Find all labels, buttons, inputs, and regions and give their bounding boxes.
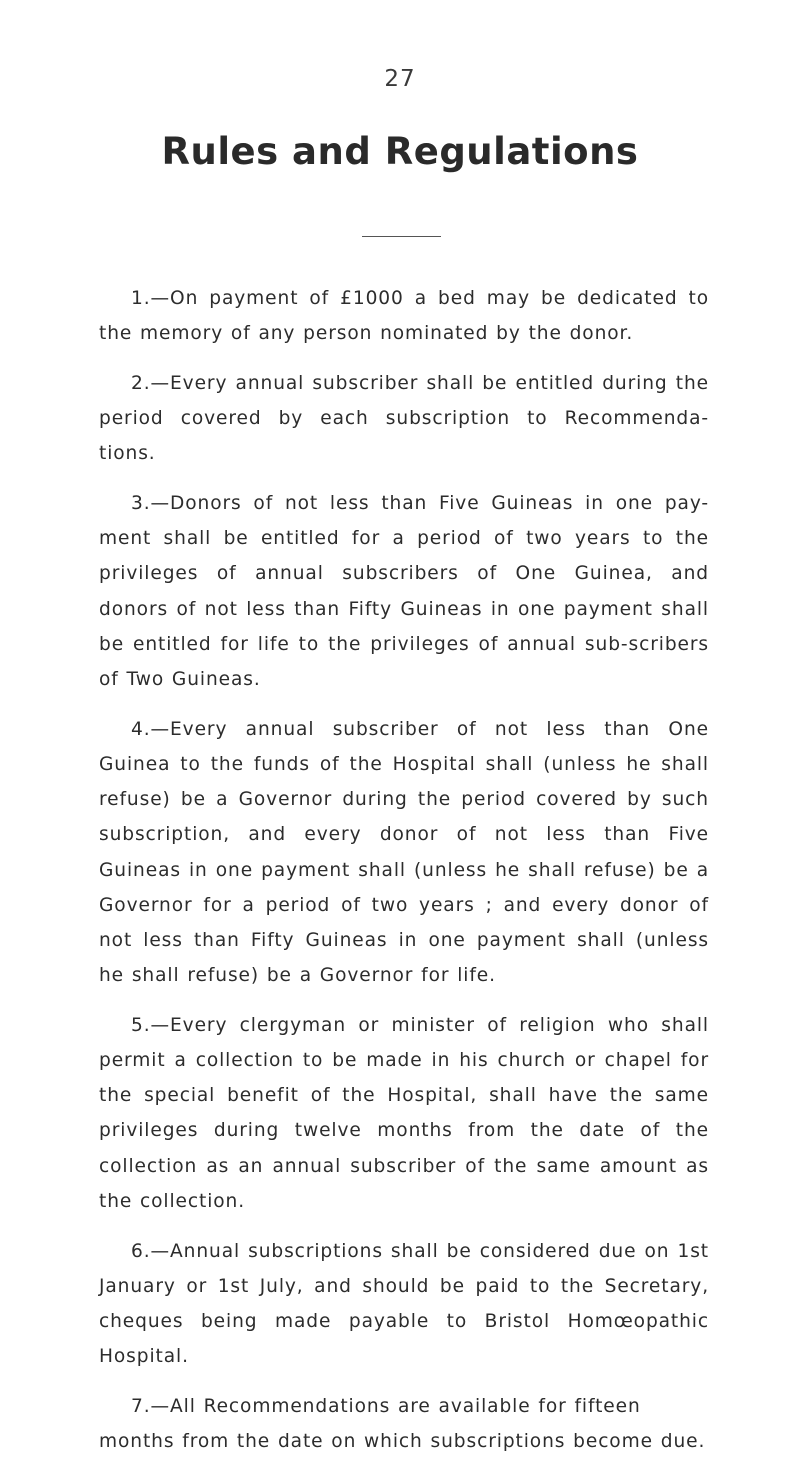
rule-item-1: 1.—On payment of £1000 a bed may be dedicated to the memory of any person nominated by the donor. — [99, 288, 709, 345]
rule-item-3: 3.—Donors of not less than Five Guineas in one pay-ment shall be entitled for a period of two years to the privileges of annual subscribers of One Guinea, and donors of not less than Fifty Guineas in one payment shall be entitled for life to the privileges of annual sub-scribers of Two Guineas. — [99, 493, 709, 691]
rule-item-6: 6.—Annual subscriptions shall be considered due on 1st January or 1st July, and should be paid to the Secretary, cheques being made payable to Bristol Homœopathic Hospital. — [99, 1240, 709, 1368]
page-title: Rules and Regulations — [161, 130, 639, 173]
rule-item-4: 4.—Every annual subscriber of not less than One Guinea to the funds of the Hospital shall (unless he shall refuse) be a Governor during the period covered by such subscription, and every donor of not less than Five Guineas in one payment shall (unless he shall refuse) be a Governor for a period of two years ; and every donor of not less than Fifty Guineas in one payment shall (unless he shall refuse) be a Governor for life. — [99, 718, 709, 987]
title-divider — [362, 236, 441, 237]
rules-list — [99, 281, 709, 1474]
rule-item-5: 5.—Every clergyman or minister of religion who shall permit a collection to be made in his church or chapel for the special benefit of the Hospital, shall have the same privileges during twelve months from the date of the collection as an annual subscriber of the same amount as the collection. — [99, 1014, 709, 1212]
rule-item-7: 7.—All Recommendations are available for fifteen months from the date on which subscriptions become due. — [99, 1395, 706, 1453]
rule-item-2: 2.—Every annual subscriber shall be entitled during the period covered by each subscription to Recommenda-tions. — [99, 372, 709, 465]
page-number: 27 — [384, 66, 416, 92]
